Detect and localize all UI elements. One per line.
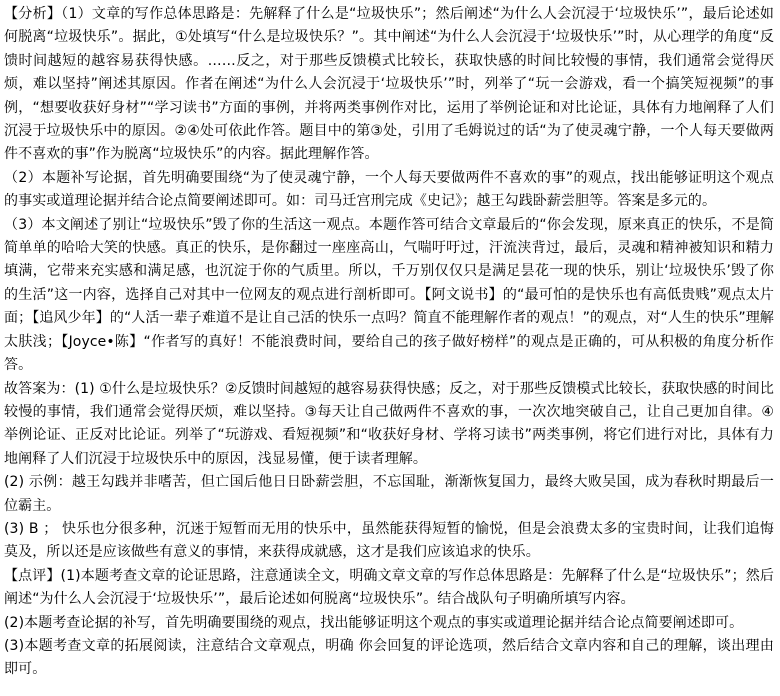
review-3-paragraph: (3)本题考查文章的拓展阅读，注意结合文章观点，明确 你会回复的评论选项，然后结合文章内容和自己的理解，谈出理由即可。 (4, 637, 774, 678)
analysis-paragraph: 【分析】（1）文章的写作总体思路是：先解释了什么是“垃圾快乐”；然后阐述“为什么人会沉浸于‘垃圾快乐’”，最后论述如何脱离“垃圾快乐”。据此，①处填写“什么是垃圾快乐？”。其中阐述“为什么人会沉浸于‘垃圾快乐’”时，从心理学的角度“反馈时间越短的越容易获得快感。……反之，对于那些反馈模式比较长，获取快感的时间比较慢的事情，我们通常会觉得厌烦，难以坚持”阐述其原因。作者在阐述“为什么人会沉浸于‘垃圾快乐’”时，列举了“玩一会游戏，看一个搞笑短视频”的事例，“想要收获好身材”“学习读书”方面的事例，并将两类事例作对比，运用了举例论证和对比论证，具体有力地阐释了人们沉浸于垃圾快乐中的原因。②④处可依此作答。题目中的第③处，引用了毛姆说过的话“为了使灵魂宁静，一个人每天要做两件不喜欢的事”作为脱离“垃圾快乐”的内容。据此理解作答。 (4, 6, 774, 163)
answer-3-explanation-paragraph: （3）本文阐述了别让“垃圾快乐”毁了你的生活这一观点。本题作答可结合文章最后的“你会发现，原来真正的快乐，不是简简单单的哈哈大笑的快感。真正的快乐，是你翻过一座座高山，气喘吁吁过，汗流浃背过，最后，灵魂和精神被知识和精力填满，它带来充实感和满足感，也沉淀于你的气质里。所以，千万别仅仅只是满足昙花一现的快乐，别让‘垃圾快乐’毁了你的生活”这一内容，选择自己对其中一位网友的观点进行剖析即可。【阿文说书】的“最可怕的是快乐也有高低贵贱”观点太片面；【追风少年】的“人活一辈子难道不是让自己活的快乐一点吗？简直不能理解作者的观点！”的观点，对“人生的快乐”理解太肤浅；【Joyce•陈】“作者写的真好！不能浪费时间，要给自己的孩子做好榜样”的观点是正确的，可从积极的角度分析作答。 (4, 216, 774, 374)
final-answer-2-paragraph: (2) 示例：越王勾践并非嗜苦，但亡国后他日日卧薪尝胆，不忘国耻，渐渐恢复国力，最终大败吴国，成为春秋时期最后一位霸主。 (4, 474, 774, 514)
final-answer-3-paragraph: (3) B ； 快乐也分很多种，沉迷于短暂而无用的快乐中，虽然能获得短暂的愉悦，但是会浪费太多的宝贵时间，让我们追悔莫及，所以还是应该做些有意义的事情，来获得成就感，这才是我们应该追求的快乐。 (4, 520, 774, 561)
review-1-paragraph: 【点评】(1)本题考查文章的论证思路，注意通读全文，明确文章文章的写作总体思路是：先解释了什么是“垃圾快乐”；然后阐述“为什么人会沉浸于‘垃圾快乐’”，最后论述如何脱离“垃圾快乐”。结合战队句子明确所填写内容。 (4, 567, 774, 608)
review-2-paragraph: (2)本题考查论据的补写，首先明确要围绕的观点，找出能够证明这个观点的事实或道理论据并结合论点简要阐述即可。 (4, 614, 744, 631)
answer-2-explanation-paragraph: （2）本题补写论据，首先明确要围绕“为了使灵魂宁静，一个人每天要做两件不喜欢的事”的观点，找出能够证明这个观点的事实或道理论据并结合论点简要阐述即可。如：司马迁宫刑完成《史记》；越王勾践卧薪尝胆等。答案是多元的。 (4, 169, 774, 210)
final-answer-1-paragraph: 故答案为：(1) ①什么是垃圾快乐？②反馈时间越短的越容易获得快感；反之，对于那些反馈模式比较长，获取快感的时间比较慢的事情，我们通常会觉得厌烦，难以坚持。③每天让自己做两件不喜欢的事，一次次地突破自己，让自己更加自律。④举例论证、正反对比论证。列举了“玩游戏、看短视频”和“收获好身材、学将习读书”两类事例，将它们进行对比，具体有力地阐释了人们沉浸于垃圾快乐中的原因，浅显易懂，便于读者理解。 (4, 380, 774, 467)
